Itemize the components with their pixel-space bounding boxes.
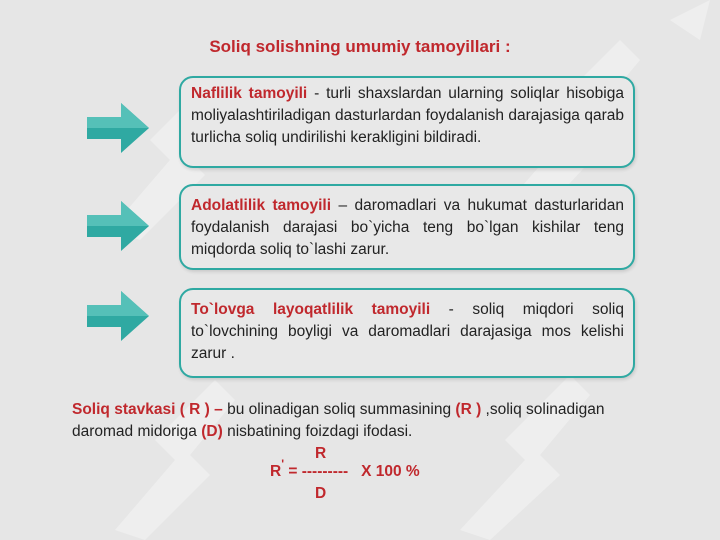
definition-text: bu olinadigan soliq summasining [222,401,456,418]
definition-d-label: (D) [201,423,223,440]
watermark-logo-bottom-right [440,370,660,540]
principle-text: daromadlari va hukumat dasturlaridan foydalanish darajasi bo`yicha teng bo`lgan kishilar teng miqdorda soliq to`lashi zarur. [191,197,624,258]
arrow-right-icon [87,291,149,341]
principle-separator: - [307,85,327,102]
formula-lhs: R [270,463,282,480]
principle-separator: - [430,301,473,318]
definition-paragraph [72,399,652,443]
formula-numerator: R [315,445,327,462]
definition-r-label: (R ) [455,401,482,418]
definition-text: nisbatining foizdagi ifodasi. [222,423,413,440]
definition-symbol: R [184,401,201,418]
formula-prime: ' [281,457,285,471]
principle-separator: – [331,197,355,214]
principle-box-naflilik [179,76,635,168]
formula-denominator: D [315,485,327,502]
principle-box-adolatlilik [179,184,635,270]
definition-text: ,soliq solinadigan daromad midoriga [72,401,605,440]
formula [260,445,460,505]
principle-text: turli shaxslardan ularning soliqlar hisobiga moliyalashtiriladigan dasturlardan foydalanish darajasiga qarab turlicha soliq undirilishi kerakligini bildiradi. [191,85,624,146]
slide-title: Soliq solishning umumiy tamoyillari : [209,37,511,56]
principle-box-tolovga-layoqatlilik [179,288,635,378]
principle-name: To`lovga layoqatlilik tamoyili [191,301,431,318]
definition-term-end: ) – [200,401,223,418]
principle-name: Naflilik tamoyili [191,85,308,102]
principle-text: soliq miqdori soliq to`lovchining boyligi va daromadlari darajasiga mos kelishi zarur . [191,301,624,362]
principle-name: Adolatlilik tamoyili [191,197,332,214]
definition-term: Soliq stavkasi ( [72,401,185,418]
arrow-right-icon [87,201,149,251]
formula-equals-line: = --------- X 100 % [284,463,420,480]
arrow-right-icon [87,103,149,153]
